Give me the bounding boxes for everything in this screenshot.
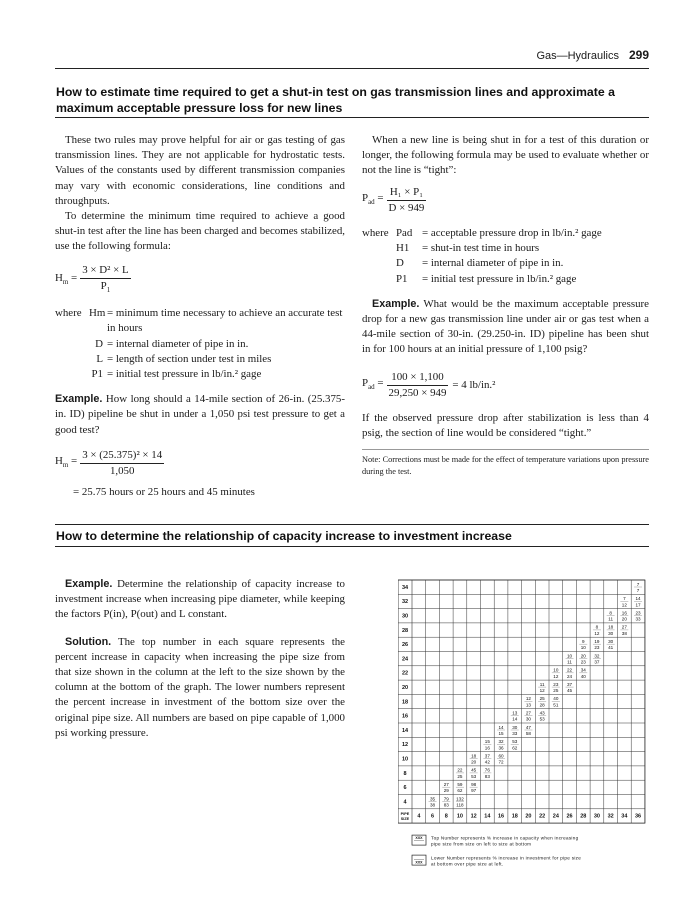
cell-investment-value: 10 [580,645,586,651]
cell-investment-value: 58 [525,731,532,736]
running-header [536,48,649,62]
cell-capacity-value: 27 [621,624,627,630]
x-tick-label: 26 [566,813,573,820]
definition-row: D = internal diameter of pipe in in. [396,257,564,270]
cell-capacity-value: 9 [581,639,585,644]
y-tick-label: 14 [401,727,409,734]
section2-title: How to determine the relationship of capacity increase to investment increase [56,529,512,543]
cell-capacity-value: 98 [471,782,477,787]
cell-investment-value: 11 [567,659,572,665]
y-tick-label: 26 [401,642,409,649]
x-tick-label: 20 [525,813,532,820]
cell-investment-value: 20 [621,616,627,622]
formula-hm-definitions [55,306,345,382]
x-tick-label: 10 [456,813,464,820]
cell-investment-value: 83 [484,773,490,779]
cell-capacity-value: 16 [621,610,627,616]
cell-capacity-value: 35 [429,796,436,802]
cell-investment-value: 12 [594,630,600,636]
cell-investment-value: 40 [580,673,586,679]
cell-investment-value: 25 [457,773,463,779]
x-axis-title: SIZE [400,816,410,821]
cell-investment-value: 14 [512,716,518,722]
cell-capacity-value: 27 [525,710,532,716]
y-tick-label: 16 [401,713,409,720]
cell-investment-value: 25 [553,688,559,694]
x-tick-label: 4 [417,813,421,820]
cell-capacity-value: 22 [457,767,463,773]
x-tick-label: 6 [431,813,435,820]
conclusion-paragraph: If the observed pressure drop after stabilization is less than 4 psig, the section of line would be considered “tight.” [362,412,649,440]
cell-investment-value: 28 [539,702,545,708]
cell-investment-value: 17 [635,602,641,608]
cell-investment-value: 51 [553,702,559,708]
cell-capacity-value: 40 [553,696,559,702]
cell-investment-value: 62 [512,745,518,751]
y-tick-label: 28 [401,627,409,634]
cell-investment-value: 53 [539,716,545,722]
note-rule [362,449,649,450]
cell-capacity-value: 59 [457,782,463,787]
formula-pad: $P_{ad}$ = $\frac{\text{H₁ × P₁}}{D \times 949}$ [362,185,425,214]
cell-capacity-value: 8 [595,624,599,630]
header-rule [55,68,649,69]
section1-right-column [362,133,649,477]
formula-hm: $H_m$ = $\frac{\text{3 × D² × L}}{P_1}$ [55,263,129,294]
formula-pad-example: $P_{ad}$ = $\frac{100 \times 1,100}{29,250 \times 949}$ = 4 lb/in.² [362,370,496,399]
cell-capacity-value: 53 [512,739,518,745]
capacity-investment-chart [398,576,653,900]
legend-top-text: Top Number represents % increase in capacity when increasing [431,835,579,841]
cell-investment-value: 37 [594,659,600,665]
x-tick-label: 18 [511,813,518,820]
cell-investment-value: 45 [566,688,573,694]
cell-capacity-value: 23 [553,681,559,687]
example-paragraph: Example. What would be the maximum acceptable pressure drop for a new gas transmission line under air or gas test when a 44-mile section of 30-in. (29.250-in. ID) pipeline has been shut in for 100 hours at an initial pressure of 1,100 psig? [362,297,649,356]
section1-title: How to estimate time required to get a shut-in test on gas transmission lines and approximate a maximum acceptable pressure loss for new lines [56,85,615,115]
cell-capacity-value: 7 [636,581,640,587]
definition-row: L = length of section under test in miles [96,352,272,365]
legend-box-bottom-label: XXX [415,860,423,865]
y-tick-label: 4 [403,799,407,806]
x-tick-label: 22 [539,813,546,820]
definition-row: P1 = initial test pressure in lb/in.² gage [91,368,262,381]
cell-capacity-value: 30 [608,639,614,644]
cell-investment-value: 118 [456,802,464,808]
cell-capacity-value: 132 [456,796,464,802]
x-tick-label: 14 [484,813,491,820]
cell-capacity-value: 10 [566,653,573,659]
cell-capacity-value: 37 [566,681,573,687]
cell-investment-value: 24 [566,673,573,679]
cell-investment-value: 97 [471,788,477,794]
x-tick-label: 16 [497,813,505,820]
cell-capacity-value: 8 [609,610,612,616]
legend-top-text: pipe size from size on left to size at bottom [431,841,532,847]
cell-capacity-value: 76 [484,767,490,773]
definition-row: where Pad = acceptable pressure drop in lb/in.² gage [362,227,602,240]
formula-hm-example: $H_m$ = $\frac{\text{3 × (25.375)² × 14}}{1,050}$ [55,448,163,478]
cell-capacity-value: 23 [635,610,641,616]
cell-investment-value: 23 [594,645,600,651]
cell-investment-value: 30 [608,630,614,636]
definition-row: D = internal diameter of pipe in in. [95,337,249,350]
cell-investment-value: 72 [498,759,504,765]
definition-row: H1 = shut-in test time in hours [396,242,540,255]
cell-capacity-value: 19 [594,639,600,644]
section2-top-rule [55,524,649,525]
tight-intro-paragraph: When a new line is being shut in for a test of this duration or longer, the following formula may be used to evaluate whether or not the line is “tight”: [362,134,649,177]
legend-bottom-text: Lower Number represents % increase in investment for pipe size [431,855,582,861]
cell-capacity-value: 14 [635,596,641,602]
solution-paragraph: Solution. The top number in each square represents the percent increase in capacity when increasing the pipe size from that size shown in the column at the left to the size shown by the column at the bottom of the graph. The lower numbers represent the percent increase in investment of the bottom size over the original pipe size. All numbers are based on pipe capable of 1,000 psi working pressure. [55,635,346,739]
cell-capacity-value: 10 [553,667,559,673]
cell-investment-value: 62 [457,788,463,794]
cell-investment-value: 41 [608,645,614,651]
cell-investment-value: 11 [608,616,614,622]
capacity-investment-grid [398,576,653,900]
cell-capacity-value: 11 [539,681,545,687]
y-tick-label: 20 [401,684,409,691]
cell-capacity-value: 34 [580,667,586,673]
y-tick-label: 6 [403,785,407,792]
definition-row: P1 = initial test pressure in lb/in.² gage [396,272,577,285]
x-tick-label: 30 [593,813,601,820]
cell-capacity-value: 32 [498,739,504,745]
section1-title-rule [55,117,649,118]
cell-investment-value: 33 [512,731,518,736]
method-paragraph: To determine the minimum time required to achieve a good shut-in test after the line has been charged and becomes stabilized, use the following formula: [55,210,345,253]
x-tick-label: 34 [621,813,628,820]
cell-capacity-value: 14 [498,724,504,730]
legend-box-top-label: XXX [415,836,423,841]
y-tick-label: 12 [401,742,409,749]
x-axis-title: PIPE [400,811,410,816]
example-result: = 25.75 hours or 25 hours and 45 minutes [73,486,255,499]
cell-capacity-value: 18 [608,624,614,630]
cell-investment-value: 83 [443,802,449,808]
x-tick-label: 8 [444,813,448,820]
cell-investment-value: 29 [443,788,449,794]
cell-investment-value: 42 [484,759,490,765]
cell-investment-value: 15 [498,731,504,736]
y-tick-label: 24 [401,656,409,663]
page-number: 299 [628,48,649,62]
cell-capacity-value: 12 [525,696,532,702]
cell-investment-value: 38 [429,802,436,808]
cell-investment-value: 12 [621,602,627,608]
cell-capacity-value: 47 [525,724,532,730]
x-tick-label: 28 [580,813,587,820]
cell-capacity-value: 15 [484,739,490,745]
cell-capacity-value: 60 [498,753,504,759]
formula-pad-definitions [362,226,649,287]
capacity-example-paragraph: Example. Determine the relationship of capacity increase to investment increase when increasing pipe diameter, while keeping the factors P(in), P(out) and L constant. [55,578,345,621]
cell-capacity-value: 20 [580,653,586,659]
cell-investment-value: 23 [580,659,586,665]
y-tick-label: 30 [401,613,409,620]
definition-row: where Hm = minimum time necessary to achieve an accurate test in hours [55,307,343,335]
cell-capacity-value: 30 [512,724,518,730]
section2-title-rule [55,546,649,547]
cell-capacity-value: 32 [594,653,600,659]
legend-bottom-text: at bottom over pipe size at left. [431,861,504,867]
cell-investment-value: 12 [539,688,545,694]
cell-investment-value: 7 [636,588,640,593]
cell-investment-value: 20 [471,759,477,765]
section2-text-column [55,577,345,741]
x-tick-label: 32 [607,813,614,820]
x-tick-label: 12 [470,813,477,820]
cell-capacity-value: 79 [443,796,449,802]
cell-investment-value: 53 [471,773,477,779]
cell-capacity-value: 18 [471,753,477,759]
cell-investment-value: 12 [553,673,559,679]
cell-investment-value: 30 [525,716,532,722]
cell-investment-value: 13 [525,702,532,708]
y-tick-label: 22 [401,670,409,677]
cell-capacity-value: 43 [539,710,545,716]
cell-investment-value: 16 [484,745,490,751]
y-tick-label: 18 [401,699,409,706]
y-tick-label: 8 [403,770,407,777]
y-tick-label: 34 [401,584,409,591]
x-tick-label: 36 [634,813,642,820]
footnote: Note: Corrections must be made for the effect of temperature variations upon pressure during the test. [362,455,649,476]
cell-capacity-value: 13 [512,710,518,716]
cell-capacity-value: 22 [566,667,573,673]
cell-capacity-value: 25 [539,696,545,702]
intro-paragraph: These two rules may prove helpful for air or gas testing of gas transmission lines. They are not applicable for hydrostatic tests. Values of the constants used by different transmission companies may vary with economic considerations, line conditions and throughputs. [55,134,345,207]
cell-capacity-value: 37 [484,753,490,759]
x-tick-label: 24 [552,813,559,820]
section1-left-column [55,133,345,500]
running-header-section: Gas—Hydraulics [536,50,619,62]
example-paragraph: Example. How long should a 14-mile section of 26-in. (25.375-in. ID) pipeline be shut in under a 1,050 psi test pressure to get a good test? [55,393,345,436]
cell-investment-value: 33 [635,616,641,622]
cell-capacity-value: 7 [623,596,626,602]
cell-capacity-value: 27 [443,782,449,787]
y-tick-label: 10 [401,756,409,763]
cell-investment-value: 36 [498,745,504,751]
cell-investment-value: 38 [621,630,627,636]
y-tick-label: 32 [401,599,409,606]
cell-capacity-value: 45 [471,767,477,773]
